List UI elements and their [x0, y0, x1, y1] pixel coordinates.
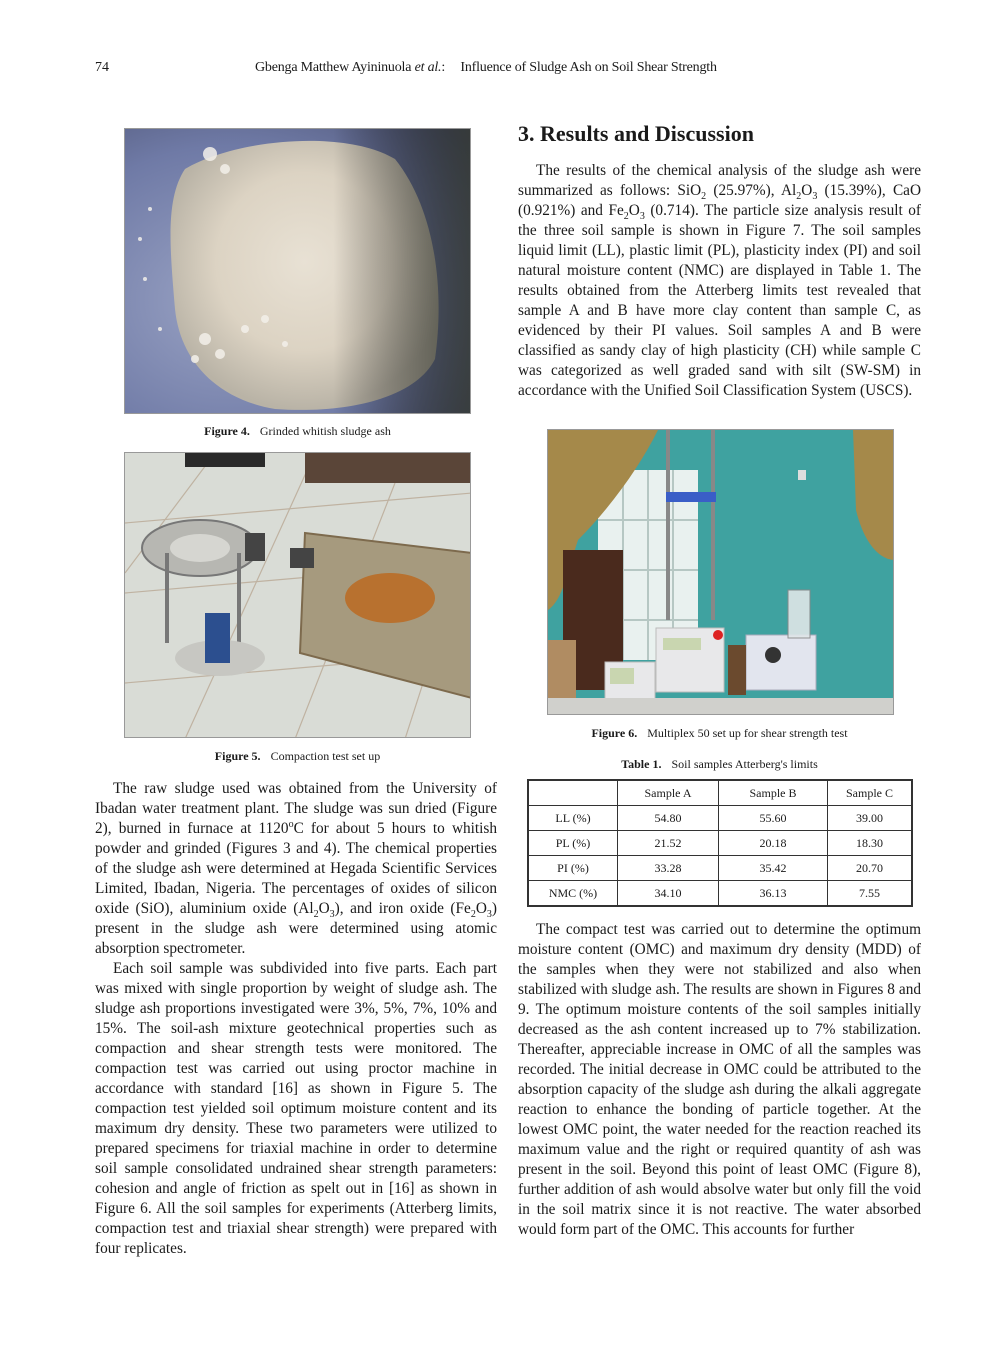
triaxial-machine-photo — [548, 430, 894, 715]
left-column-text — [95, 779, 497, 1259]
running-title — [255, 60, 717, 76]
table-cell: 18.30 — [828, 831, 913, 856]
row-label: PI (%) — [528, 856, 618, 881]
table-cell: 55.60 — [719, 806, 828, 831]
table-header-cell: Sample C — [828, 780, 913, 806]
figure-4-label: Figure 4. — [204, 424, 250, 438]
compaction-apparatus-photo — [125, 453, 471, 738]
figure-4-text: Grinded whitish sludge ash — [259, 424, 391, 438]
figure-5-label: Figure 5. — [214, 749, 261, 763]
figure-6-text: Multiplex 50 set up for shear strength test — [647, 726, 848, 740]
table-cell: 20.18 — [719, 831, 828, 856]
table-cell: 34.10 — [618, 881, 719, 907]
figure-5-text: Compaction test set up — [270, 749, 381, 763]
table-cell: 36.13 — [719, 881, 828, 907]
table-cell: 20.70 — [828, 856, 913, 881]
et-al: et al. — [414, 60, 442, 75]
page-number: 74 — [95, 60, 109, 75]
table-header-row — [528, 780, 912, 806]
row-label: LL (%) — [528, 806, 618, 831]
figure-6-image — [547, 429, 894, 715]
paragraph-methods-samples: Each soil sample was subdivided into five parts. Each part was mixed with single proportion by weight of sludge ash. The sludge ash proportions investigated were 3%, 5%, 7%, 10% and 15%. The soil-ash mixture geotechnical properties such as compaction and shear strength tests were monitored. The compaction test was carried out using proctor machine in accordance with standard [16] as shown in Figure 5. The compaction test yielded soil optimum moisture content and its maximum dry density. These two parameters were utilized to prepared specimens for triaxial machine in order to determine soil sample consolidated undrained shear strength parameters: cohesion and angle of friction as spelt out in [16] as shown in Figure 6. All the soil samples for experiments (Atterberg limits, compaction test and triaxial shear strength) were prepared with four replicates. — [95, 960, 497, 1257]
figure-5-caption — [124, 749, 471, 764]
sludge-ash-photo — [125, 129, 471, 414]
table-cell: 35.42 — [719, 856, 828, 881]
table-header-cell — [528, 780, 618, 806]
table-1-container — [527, 779, 913, 907]
atterberg-limits-table — [527, 779, 913, 907]
table-cell: 33.28 — [618, 856, 719, 881]
figure-6-caption — [518, 726, 921, 741]
table-1-caption — [518, 757, 921, 772]
table-cell: 7.55 — [828, 881, 913, 907]
figure-6-label: Figure 6. — [591, 726, 638, 740]
table-row — [528, 856, 912, 881]
paper-title: Influence of Sludge Ash on Soil Shear Strength — [460, 60, 717, 75]
colon: : — [441, 60, 446, 75]
paragraph-compaction-results: The compact test was carried out to determine the optimum moisture content (OMC) and maximum dry density (MDD) of the samples when they were not stabilized and also when stabilized with sludge ash. The results are shown in Figures 8 and 9. The optimum moisture contents of the soil samples initially decreased as the ash content increased up to 7% stabilization. Thereafter, appreciable increase in OMC of all the samples was recorded. The initial decrease in OMC could be attributed to the absorption capacity of the sludge ash during the alkali aggregate reaction to enhance the bonding of particle together. At the lowest OMC point, the water needed for the reaction reached its maximum value and the right or required quantity of ash was present in the soil. Beyond this point of least OMC (Figure 8), further addition of ash would absolve water but only fill the void in the soil matrix since it is not reactive. The water absorbed would form part of the OMC. This accounts for further — [518, 921, 921, 1238]
table-cell: 21.52 — [618, 831, 719, 856]
table-header-cell: Sample A — [618, 780, 719, 806]
figure-4-image — [124, 128, 471, 414]
table-row — [528, 881, 912, 907]
table-1-label: Table 1. — [621, 757, 662, 771]
author-names: Gbenga Matthew Ayininuola — [255, 60, 412, 75]
table-cell: 39.00 — [828, 806, 913, 831]
figure-5-image — [124, 452, 471, 738]
section-title: 3. Results and Discussion — [518, 121, 754, 146]
table-row — [528, 806, 912, 831]
paragraph-chemical-analysis: The results of the chemical analysis of the sludge ash were summarized as follows: SiO$_2$ (25.97%), $Al_2O_3$ (15.39%), CaO (0.921%) and $Fe_2O_3$ (0.714). The particle size analysis result of the three soil sample is shown in Figure 7. The soil samples liquid limit (LL), plastic limit (PL), plasticity index (PI) and soil natural moisture content (NMC) are displayed in Table 1. The results obtained from the Atterberg limits test revealed that sample A and B have more clay content than sample C, as evidenced by their PI values. Soil samples A and B were classified as sandy clay of high plasticity (CH) while sample C was categorized as well graded sand with silt (SW-SM) in accordance with the Unified Soil Classification System (USCS). — [518, 162, 921, 399]
paragraph-methods-sludge: The raw sludge used was obtained from the University of Ibadan water treatment plant. The sludge was sun dried (Figure 2), burned in furnace at 1120$^o$C for about 5 hours to whitish powder and grinded (Figures 3 and 4). The chemical properties of the sludge ash were determined at Hegada Scientific Services Limited, Ibadan, Nigeria. The percentages of oxides of silicon oxide (SiO), aluminium oxide $(Al_2O_3)$, and iron oxide $(Fe_2O_3)$ present in the sludge ash were determined using atomic absorption spectrometer. — [95, 780, 498, 957]
row-label: NMC (%) — [528, 881, 618, 907]
right-column-text-top — [518, 161, 921, 401]
right-column-text-bottom — [518, 920, 921, 1240]
table-row — [528, 831, 912, 856]
running-head — [0, 60, 992, 78]
table-cell: 54.80 — [618, 806, 719, 831]
table-1-text: Soil samples Atterberg's limits — [671, 757, 818, 771]
table-header-cell: Sample B — [719, 780, 828, 806]
row-label: PL (%) — [528, 831, 618, 856]
figure-4-caption — [124, 424, 471, 439]
